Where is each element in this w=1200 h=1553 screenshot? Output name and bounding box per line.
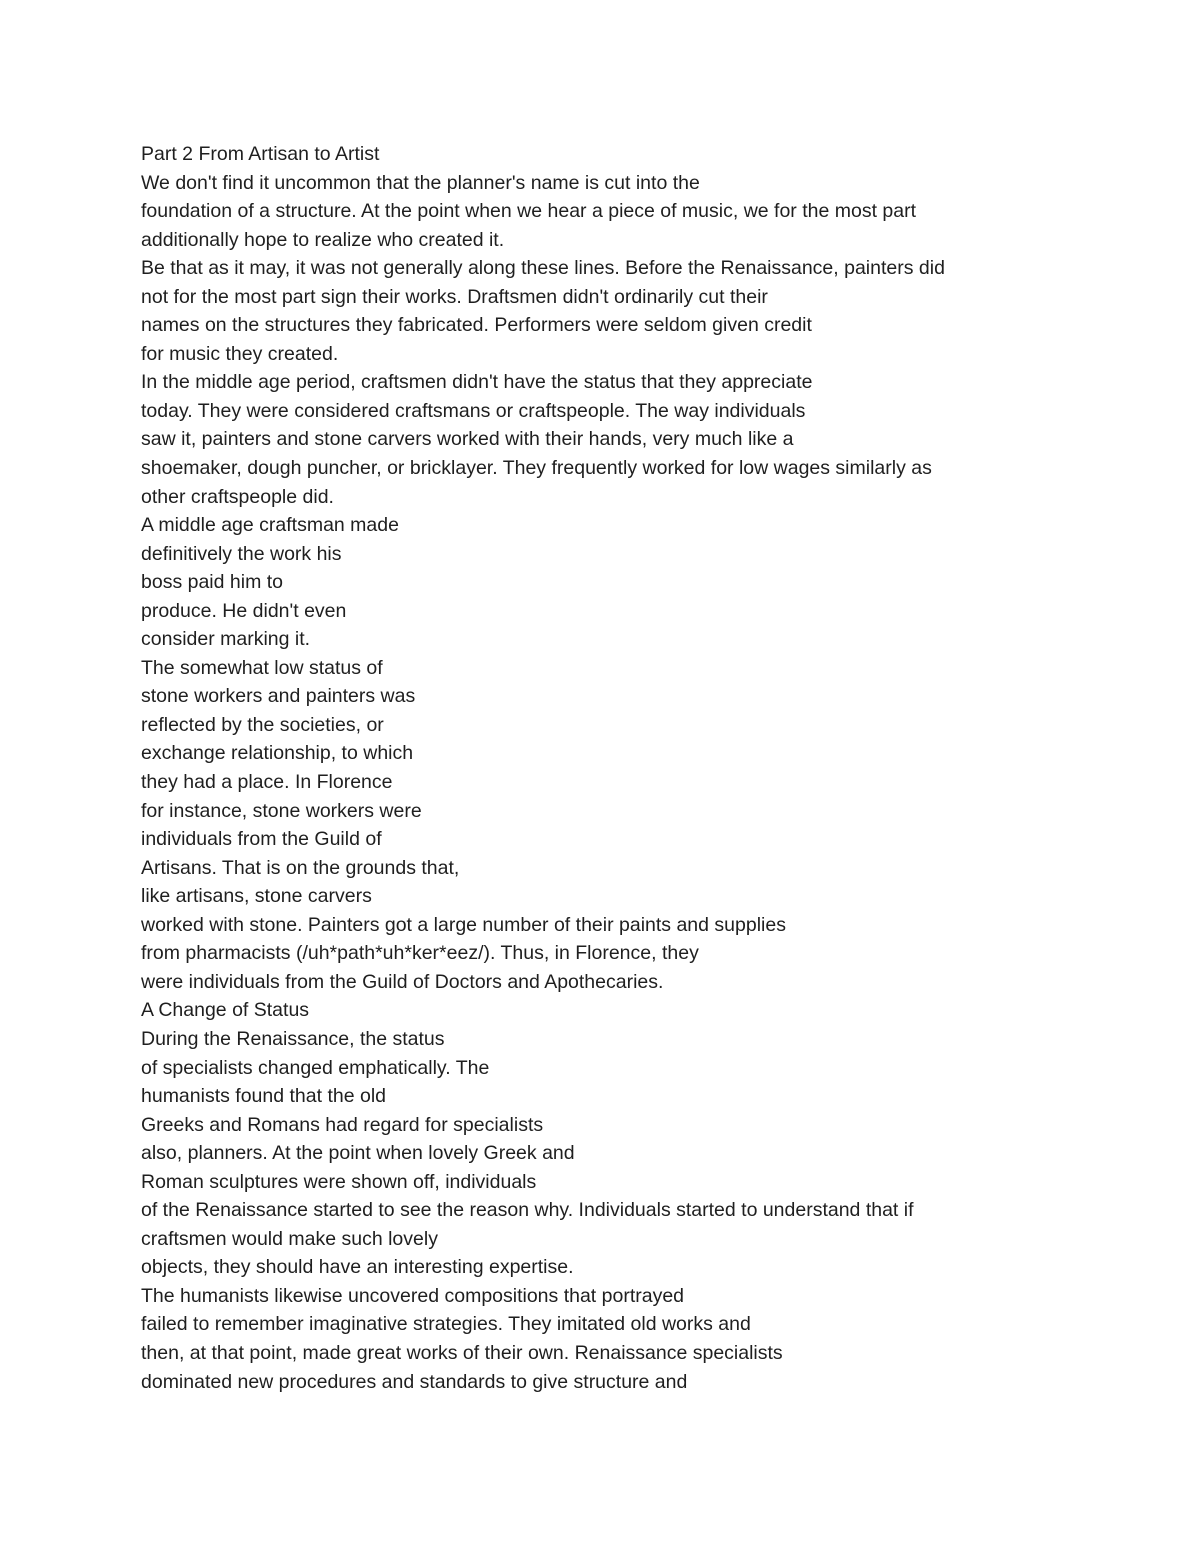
document-body [141,140,1141,1396]
text-line: Be that as it may, it was not generally along these lines. Before the Renaissance, painters did [141,257,945,280]
text-line: craftsmen would make such lovely [141,1227,438,1250]
text-line: Roman sculptures were shown off, individuals [141,1170,537,1193]
text-line: humanists found that the old [141,1085,386,1108]
text-line: worked with stone. Painters got a large number of their paints and supplies [141,913,786,936]
section-heading: A Change of Status [141,999,310,1022]
text-line: names on the structures they fabricated. Performers were seldom given credit [141,314,812,337]
text-line: The somewhat low status of [141,656,383,679]
text-line: for instance, stone workers were [141,799,422,822]
text-line: then, at that point, made great works of their own. Renaissance specialists [141,1341,783,1364]
text-line: from pharmacists (/uh*path*uh*ker*eez/). Thus, in Florence, they [141,942,699,965]
text-line: exchange relationship, to which [141,742,414,765]
text-line: We don't find it uncommon that the planner's name is cut into the [141,171,700,194]
text-line: failed to remember imaginative strategies. They imitated old works and [141,1313,751,1336]
text-line: Artisans. That is on the grounds that, [141,856,460,879]
text-line: they had a place. In Florence [141,771,393,794]
text-line: During the Renaissance, the status [141,1027,445,1050]
text-line: not for the most part sign their works. Draftsmen didn't ordinarily cut their [141,285,768,308]
text-line: like artisans, stone carvers [141,885,372,908]
text-line: definitively the work his [141,542,342,565]
text-line: were individuals from the Guild of Doctors and Apothecaries. [141,970,664,993]
text-line: A middle age craftsman made [141,514,399,537]
text-line: reflected by the societies, or [141,713,384,736]
text-line: of specialists changed emphatically. The [141,1056,490,1079]
text-line: also, planners. At the point when lovely Greek and [141,1142,575,1165]
text-line: for music they created. [141,342,339,365]
text-line: today. They were considered craftsmans or craftspeople. The way individuals [141,399,806,422]
text-line: objects, they should have an interesting expertise. [141,1256,574,1279]
text-line: Greeks and Romans had regard for specialists [141,1113,544,1136]
text-line: additionally hope to realize who created it. [141,228,505,251]
text-line: foundation of a structure. At the point when we hear a piece of music, we for the most part [141,200,917,223]
text-line: boss paid him to [141,571,283,594]
text-line: produce. He didn't even [141,599,347,622]
text-line: saw it, painters and stone carvers worked with their hands, very much like a [141,428,794,451]
text-line: consider marking it. [141,628,311,651]
text-line: In the middle age period, craftsmen didn't have the status that they appreciate [141,371,813,394]
text-line: stone workers and painters was [141,685,416,708]
text-line: shoemaker, dough puncher, or bricklayer. They frequently worked for low wages similarly as [141,457,932,480]
text-line: individuals from the Guild of [141,828,382,851]
text-line: The humanists likewise uncovered compositions that portrayed [141,1284,685,1307]
document-title: Part 2 From Artisan to Artist [141,143,380,165]
text-line: of the Renaissance started to see the reason why. Individuals started to understand that if [141,1199,914,1222]
text-line: other craftspeople did. [141,485,334,508]
text-line: dominated new procedures and standards to give structure and [141,1370,688,1393]
